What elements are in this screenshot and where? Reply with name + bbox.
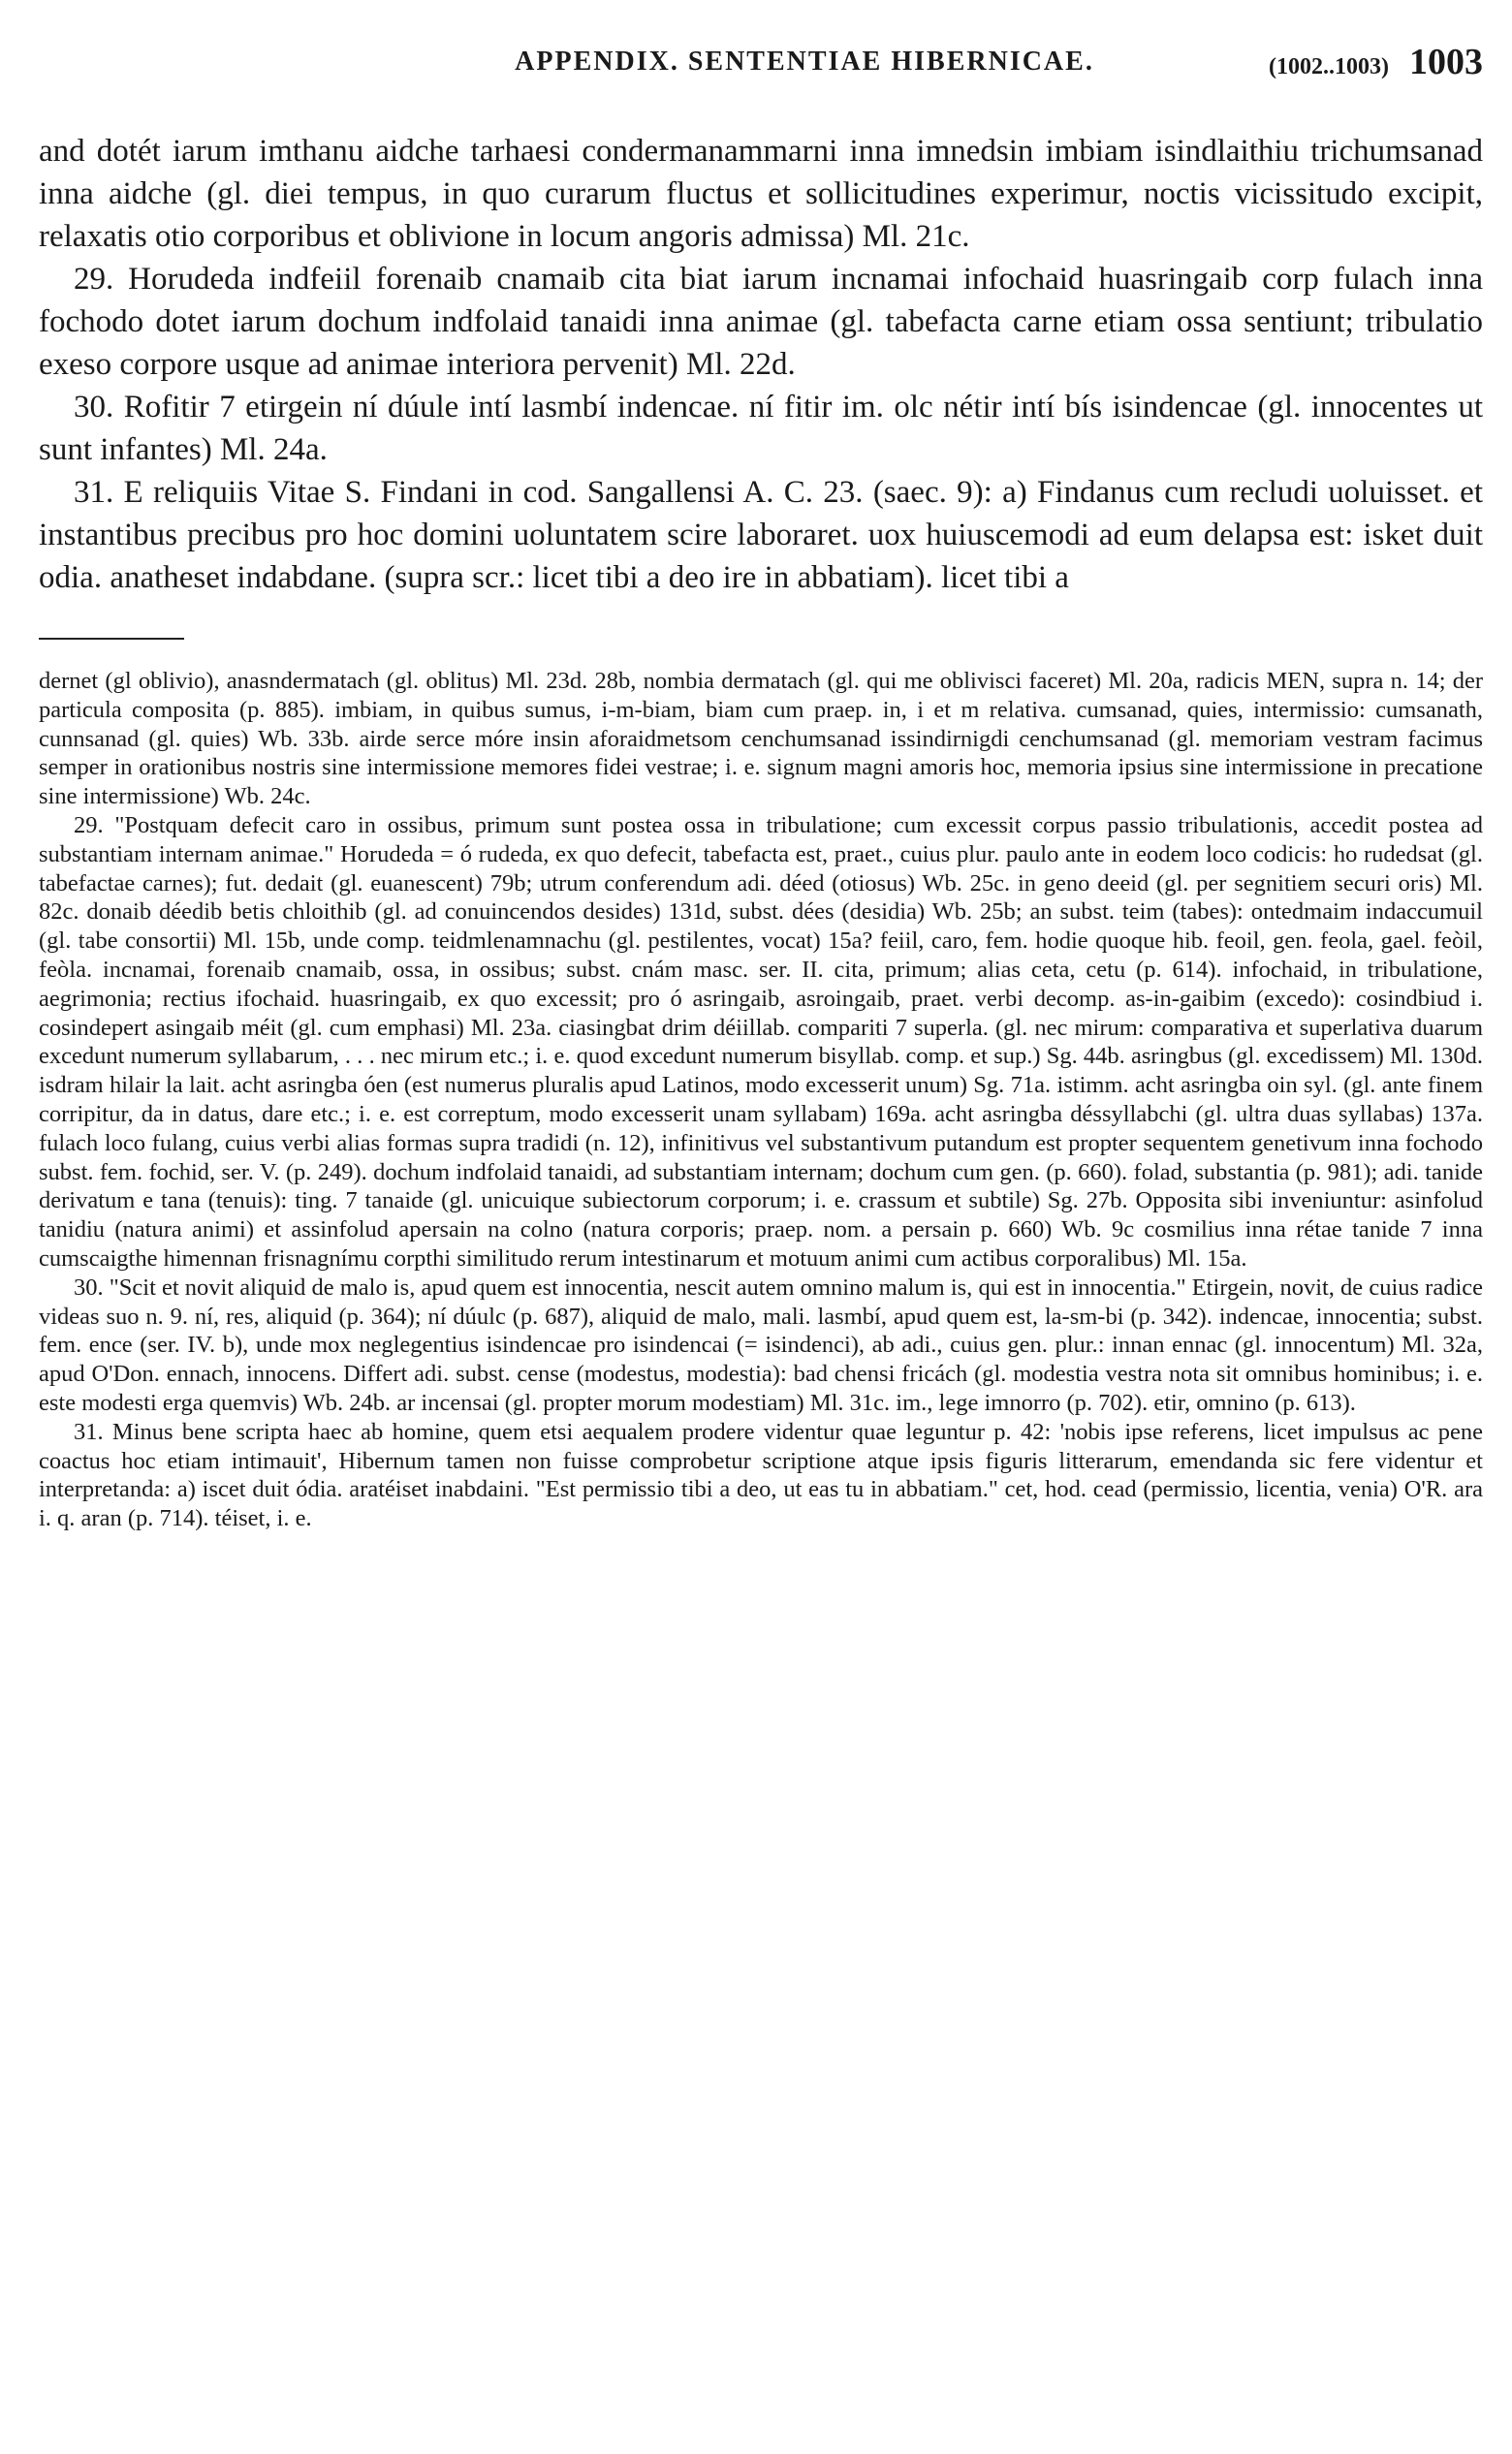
running-title: APPENDIX. SENTENTIAE HIBERNICAE. xyxy=(515,47,1094,77)
page-reference xyxy=(1269,43,1483,86)
main-paragraph-29: 29. Horudeda indfeiil forenaib cnamaib cita biat iarum incnamai infochaid huasringaib corp fulach inna fochodo dotet iarum dochum indfolaid tanaidi inna animae (gl. tabefacta carne etiam ossa sentiunt; tribulatio exeso corpore usque ad animae interiora pervenit) Ml. 22d. xyxy=(39,262,1483,382)
page xyxy=(39,43,1483,2427)
main-paragraph-31: 31. E reliquiis Vitae S. Findani in cod. Sangallensi A. C. 23. (saec. 9): a) Findanus cum recludi uoluisset. et instantibus precibus pro hoc domini uoluntatem scire laboraret. uox huiuscemodi ad eum delapsa est: isket duit odia. anatheset indabdane. (supra scr.: licet tibi a deo ire in abbatiam). licet tibi a xyxy=(39,475,1483,595)
main-text xyxy=(39,130,1483,599)
running-header xyxy=(39,43,1483,81)
footnote-continuation: dernet (gl oblivio), anasndermatach (gl. oblitus) Ml. 23d. 28b, nombia dermatach (gl. qui me oblivisci faceret) Ml. 20a, radicis MEN, supra n. 14; der particula composita (p. 885). imbiam, in quibus sumus, i-m-biam, biam cum praep. in, i et m relativa. cumsanad, quies, intermissio: cumsanath, cunnsanad (gl. quies) Wb. 33b. airde serce móre insin aforaidmetsom cenchumsanad issindirnigdi cenchumsanad (gl. memoriam vestram facimus semper in orationibus nostris sine intermissione memores fidei vestrae; i. e. signum magni amoris hoc, memoria ipsius sine intermissione in precatione sine intermissione) Wb. 24c. xyxy=(39,668,1483,810)
footnote-31: 31. Minus bene scripta haec ab homine, quem etsi aequalem prodere videntur quae leguntur p. 42: 'nobis ipse referens, licet impulsus ac pene coactus hoc etiam intimauit', Hibernum tamen non fuisse comprobetur scriptione atque ipsis figuris litterarum, emendanda sic fere videntur et interpretanda: a) iscet duit ódia. aratéiset inabdaini. "Est permissio tibi a deo, ut eas tu in abbatiam." cet, hod. cead (permissio, licentia, venia) O'R. ara i. q. aran (p. 714). téiset, i. e. xyxy=(39,1418,1483,1532)
page-range: (1002..1003) xyxy=(1269,54,1389,79)
footnote-divider xyxy=(39,638,184,640)
footnote-29: 29. "Postquam defecit caro in ossibus, primum sunt postea ossa in tribulatione; cum excessit corpus passio tribulationis, accedit postea ad substantiam internam animae." Horudeda = ó rudeda, ex quo defecit, tabefacta est, praet., cuius plur. paulo ante in eodem loco codicis: ho rudedsat (gl. tabefactae carnes); fut. dedait (gl. euanescent) 79b; utrum conferendum adi. déed (otiosus) Wb. 25c. in geno deeid (gl. per segnitiem securi oris) Ml. 82c. donaib déedib betis chloithib (gl. ad conuincendos desides) 131d, subst. dées (desidia) Wb. 25b; an subst. teim (tabes): ontedmaim indaccumuil (gl. tabe consortii) Ml. 15b, unde comp. teidmlenamnachu (gl. pestilentes, vocat) 15a? feiil, caro, fem. hodie quoque hib. feoil, gen. feola, gael. feòil, feòla. incnamai, forenaib cnamaib, ossa, in ossibus; subst. cnám masc. ser. II. cita, primum; alias ceta, cetu (p. 614). infochaid, in tribulatione, aegrimonia; rectius ifochaid. huasringaib, ex quo excessit; pro ó asringaib, asroingaib, praet. verbi decomp. as-in-gaibim (excedo): cosindbiud i. cosindepert asingaib méit (gl. cum emphasi) Ml. 23a. ciasingbat drim déiillab. compariti 7 superla. (gl. nec mirum: comparativa et superlativa duarum excedunt numerum syllabarum, . . . nec mirum etc.; i. e. quod excedunt numerum bisyllab. comp. et sup.) Sg. 44b. asringbus (gl. excedissem) Ml. 130d. isdram hilair la lait. acht asringba óen (est numerus pluralis apud Latinos, modo excesserit unum) Sg. 71a. istimm. acht asringba oin syl. (gl. ante finem corripitur, da in datus, dare etc.; i. e. est correptum, modo excesserit unam syllabam) 169a. acht asringba déssyllabchi (gl. ultra duas syllabas) 137a. fulach loco fulang, cuius verbi alias formas supra tradidi (n. 12), infinitivus vel substantivum putandum est propter sequentem genetivum inna fochodo subst. fem. fochid, ser. V. (p. 249). dochum indfolaid tanaidi, ad substantiam internam; dochum cum gen. (p. 660). folad, substantia (p. 981); adi. tanide derivatum e tana (tenuis): ting. 7 tanaide (gl. unicuique subiectorum corporum; i. e. crassum et subtile) Sg. 27b. Opposita sibi inveniuntur: asinfolud tanidiu (natura animi) et assinfolud apersain na colno (natura corporis; praep. nom. a persain p. 660) Wb. 9c cosmilius inna rétae tanide 7 inna cumscaigthe himennan frisnagnímu corpthi similitudo rerum intestinarum et motuum animi cum actibus corporalibus) Ml. 15a. xyxy=(39,811,1483,1272)
page-number: 1003 xyxy=(1409,43,1483,82)
footnotes xyxy=(39,667,1483,1533)
main-paragraph-continuation: and dotét iarum imthanu aidche tarhaesi condermanammarni inna imnedsin imbiam isindlaithiu trichumsanad inna aidche (gl. diei tempus, in quo curarum fluctus et sollicitudines experimur, noctis vicissitudo excipit, relaxatis otio corporibus et oblivione in locum angoris admissa) Ml. 21c. xyxy=(39,134,1483,254)
main-paragraph-30: 30. Rofitir 7 etirgein ní dúule intí lasmbí indencae. ní fitir im. olc nétir intí bís isindencae (gl. innocentes ut sunt infantes) Ml. 24a. xyxy=(39,390,1483,467)
footnote-30: 30. "Scit et novit aliquid de malo is, apud quem est innocentia, nescit autem omnino malum is, qui est in innocentia." Etirgein, novit, de cuius radice videas suo n. 9. ní, res, aliquid (p. 364); ní dúulc (p. 687), aliquid de malo, mali. lasmbí, apud quem est, la-sm-bi (p. 342). indencae, innocentia; subst. fem. ence (ser. IV. b), unde mox neglegentius isindencae pro isindencai (= isindenci), ab adi., cuius gen. plur.: innan ennac (gl. innocentum) Ml. 32a, apud O'Don. ennach, innocens. Differt adi. subst. cense (modestus, modestia): bad chensi fricách (gl. modestia vestra nota sit omnibus hominibus; i. e. este modesti erga quemvis) Wb. 24b. ar incensai (gl. propter morum modestiam) Ml. 31c. im., lege imnorro (p. 702). etir, omnino (p. 613). xyxy=(39,1274,1483,1416)
